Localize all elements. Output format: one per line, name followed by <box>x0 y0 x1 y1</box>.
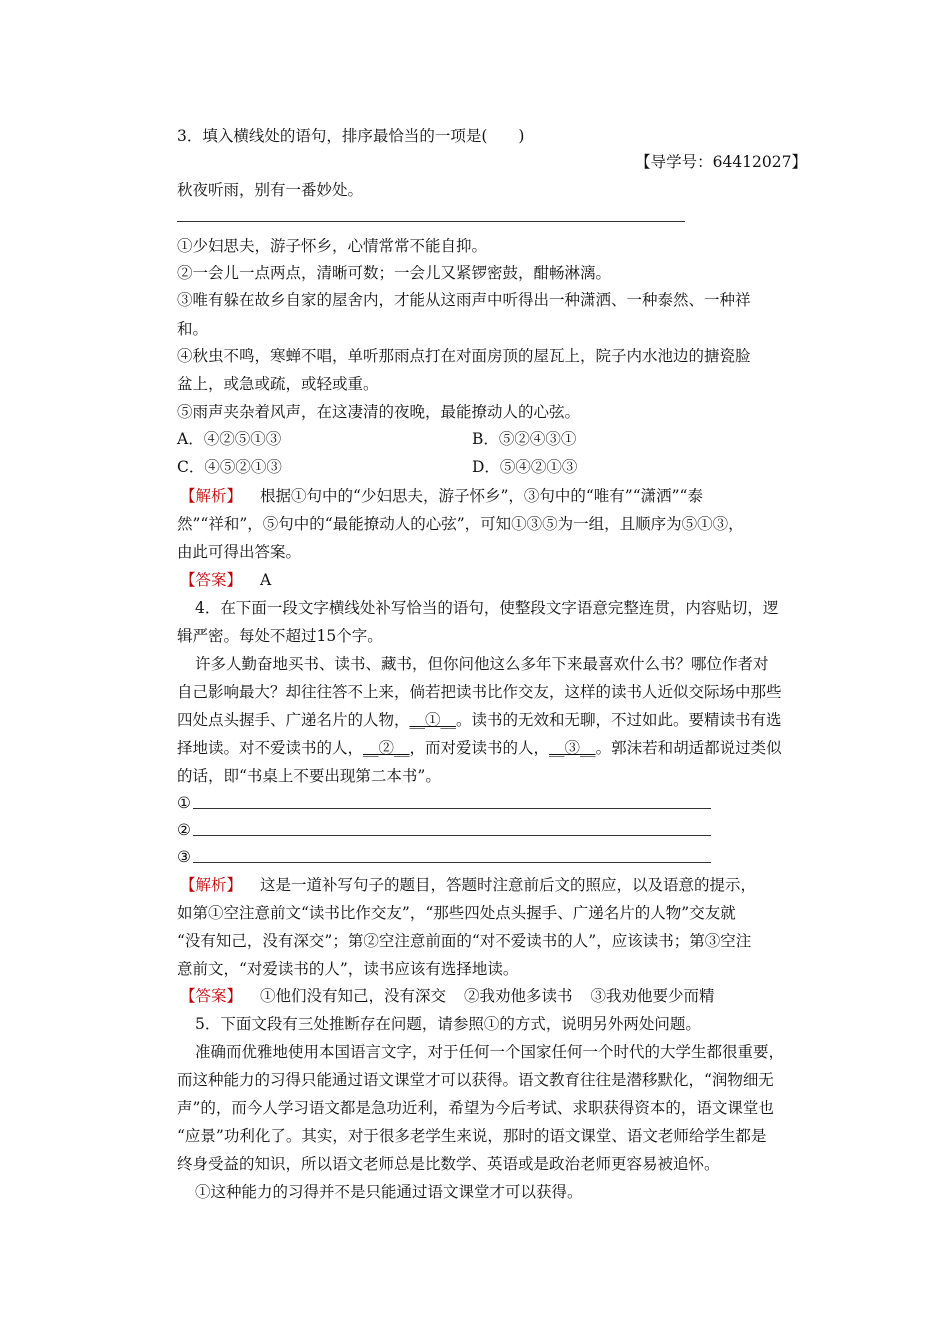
q3-analysis-line-3: 由此可得出答案。 <box>177 543 302 561</box>
q4-answer-1: ①他们没有知己，没有深交 <box>260 987 447 1005</box>
q4-passage-line-1: 许多人勤奋地买书、读书、藏书，但你问他这么多年下来最喜欢什么书？哪位作者对 <box>195 655 769 673</box>
q3-analysis-line-2: 然”“祥和”，⑤句中的“最能撩动人的心弦”，可知①③⑤为一组，且顺序为⑤①③， <box>177 515 744 533</box>
q5-passage-line-2: 而这种能力的习得只能通过语文课堂才可以获得。语文教育往往是潜移默化，“润物细无 <box>177 1071 774 1089</box>
q4-title-line-2: 辑严密。每处不超过15个字。 <box>177 627 383 645</box>
q3-item-3-cont: 和。 <box>177 320 209 338</box>
q3-analysis-line-1: 【解析】 根据①句中的“少妇思夫，游子怀乡”，③句中的“唯有”“潇洒”“泰 <box>180 487 703 505</box>
q3-answer-blank-line <box>177 221 685 222</box>
q3-intro: 秋夜听雨，别有一番妙处。 <box>177 181 364 199</box>
q4-answer-line-1: ① <box>177 793 711 813</box>
q5-passage-line-3: 声”的，而今人学习语文都是急功近利，希望为今后考试、求职获得资本的，语文课堂也 <box>177 1099 774 1117</box>
q3-option-b: B．⑤②④③① <box>472 430 577 448</box>
q3-item-2: ②一会儿一点两点，清晰可数；一会儿又紧锣密鼓，酣畅淋漓。 <box>177 264 612 282</box>
q5-passage-line-4: “应景”功利化了。其实，对于很多老学生来说，那时的语文课堂、语文老师给学生都是 <box>177 1127 767 1145</box>
q3-item-4-cont: 盆上，或急或疏，或轻或重。 <box>177 375 379 393</box>
q3-answer-label: 【答案】 <box>180 571 243 589</box>
q5-title: 5．下面文段有三处推断存在问题，请参照①的方式，说明另外两处问题。 <box>195 1015 701 1033</box>
q4-analysis-line-1: 【解析】 这是一道补写句子的题目，答题时注意前后文的照应，以及语意的提示， <box>180 876 757 894</box>
q4-answer-line-2: ② <box>177 820 711 840</box>
q4-passage-line-2: 自己影响最大？却往往答不上来，倘若把读书比作交友，这样的读书人近似交际场中那些 <box>177 683 782 701</box>
q5-example: ①这种能力的习得并不是只能通过语文课堂才可以获得。 <box>195 1183 583 1201</box>
q5-passage-line-5: 终身受益的知识，所以语文老师总是比数学、英语或是政治老师更容易被追怀。 <box>177 1155 720 1173</box>
q3-answer: A <box>260 571 272 589</box>
q4-analysis-line-3: “没有知己，没有深交”；第②空注意前面的“对不爱读书的人”，应该读书；第③空注 <box>177 932 752 950</box>
q3-item-4: ④秋虫不鸣，寒蝉不唱，单听那雨点打在对面房顶的屋瓦上，院子内水池边的搪瓷脸 <box>177 347 751 365</box>
q3-title: 3．填入横线处的语句，排序最恰当的一项是( ) <box>177 127 525 145</box>
q3-analysis-label: 【解析】 <box>180 487 243 505</box>
q4-answer-3: ③我劝他要少而精 <box>590 987 715 1005</box>
q3-option-a: A．④②⑤①③ <box>177 430 282 448</box>
q4-passage-line-4: 择地读。对不爱读书的人，__②__，而对爱读书的人，__③__。郭沫若和胡适都说过类似 <box>177 739 782 757</box>
q4-answer-row <box>180 986 715 1006</box>
q5-passage-line-1: 准确而优雅地使用本国语言文字，对于任何一个国家任何一个时代的大学生都很重要， <box>195 1043 785 1061</box>
q4-analysis-line-2: 如第①空注意前文“读书比作交友”，“那些四处点头握手、广递名片的人物”交友就 <box>177 904 736 922</box>
q3-item-3: ③唯有躲在故乡自家的屋舍内，才能从这雨声中听得出一种潇洒、一种泰然、一种祥 <box>177 291 751 309</box>
q4-answer-2: ②我劝他多读书 <box>464 987 573 1005</box>
q4-answer-label: 【答案】 <box>180 987 243 1005</box>
q4-blank-1: __①__ <box>409 711 457 729</box>
q4-passage-line-3: 四处点头握手、广递名片的人物，__①__。读书的无效和无聊，不过如此。要精读书有选 <box>177 711 782 729</box>
q3-item-5: ⑤雨声夹杂着风声，在这凄清的夜晚，最能撩动人的心弦。 <box>177 403 581 421</box>
q4-analysis-line-4: 意前文，“对爱读书的人”，读书应该有选择地读。 <box>177 960 519 978</box>
q4-analysis-label: 【解析】 <box>180 876 243 894</box>
q4-blank-2: __②__ <box>363 739 410 757</box>
guide-number: 【导学号：64412027】 <box>635 153 807 171</box>
q3-answer-line <box>180 570 271 590</box>
q4-blank-3: __③__ <box>549 739 596 757</box>
q4-passage-line-5: 的话，即“书桌上不要出现第二本书”。 <box>177 767 441 785</box>
q3-item-1: ①少妇思夫，游子怀乡，心情常常不能自抑。 <box>177 237 488 255</box>
q4-answer-line-3: ③ <box>177 847 711 867</box>
q3-option-d: D．⑤④②①③ <box>472 458 578 476</box>
q4-title-line-1: 4．在下面一段文字横线处补写恰当的语句，使整段文字语意完整连贯，内容贴切，逻 <box>195 599 779 617</box>
q3-option-c: C．④⑤②①③ <box>177 458 282 476</box>
